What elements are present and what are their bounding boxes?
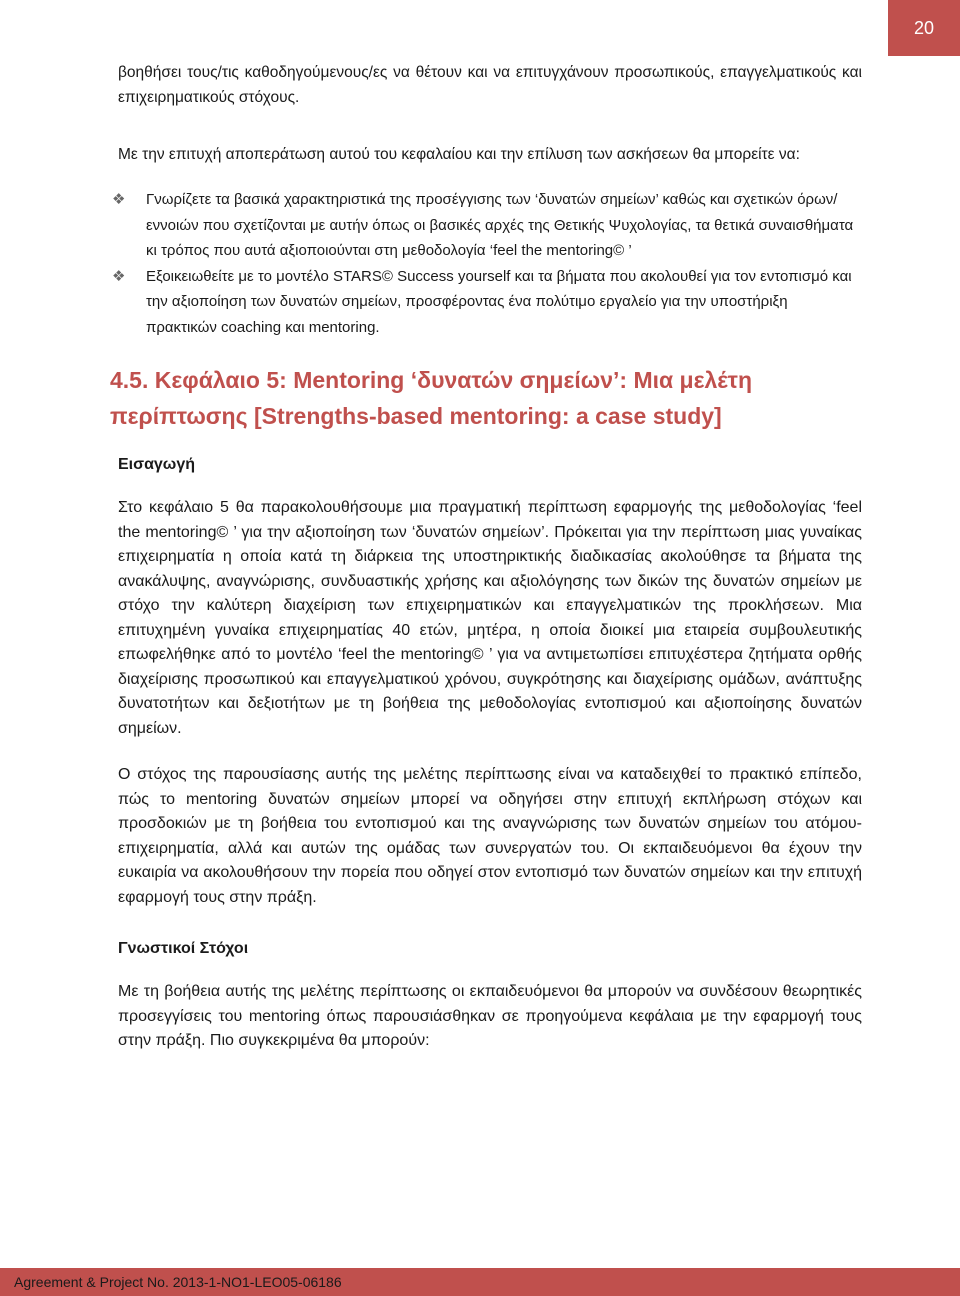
outcomes-list (112, 187, 862, 340)
outcomes-intro: Με την επιτυχή αποπεράτωση αυτού του κεφαλαίου και την επίλυση των ασκήσεων θα μπορείτε να: (118, 146, 800, 163)
page-number-badge (888, 0, 960, 56)
page-number: 20 (913, 18, 935, 38)
goals-heading: Γνωστικοί Στόχοι (118, 940, 249, 957)
outcome-text: Εξοικειωθείτε με το μοντέλο STARS© Success yourself και τα βήματα που ακολουθεί για τον εντοπισμό και την αξιοποίηση των δυνατών σημείων, προσφέροντας ένα πολύτιμο εργαλείο για την υποστήριξη πρακτικών coaching και mentoring. (146, 267, 852, 336)
list-item (112, 264, 862, 341)
intro-body-paragraph: Στο κεφάλαιο 5 θα παρακολουθήσουμε μια πραγματική περίπτωση εφαρμογής της μεθοδολογίας ‘feel the mentoring© ’ για την αξιοποίηση των ‘δυνατών σημείων’. Πρόκειται για την περίπτωση μιας γυναίκας επιχειρηματία η οποία κατά τη διάρκεια της υποστηρικτικής διαδικασίας ακολούθησε τα βήματα της ανακάλυψης, αναγνώρισης, συνδυαστικής χρήσης και αξιολόγησης των δικών της δυνατών σημείων με στόχο την καλύτερη διαχείριση των επιχειρηματικών και επαγγελματικών της προκλήσεων. Μια επιτυχημένη γυναίκα επιχειρηματίας 40 ετών, μητέρα, η οποία διοικεί μια εταιρεία συμβουλευτικής επωφελήθηκε από το μοντέλο ‘feel the mentoring© ’ για να αντιμετωπίσει επιτυχέστερα ζητήματα ορθής διαχείρισης προσωπικού και επαγγελματικού χρόνου, συγκρότησης και διαχείρισης ομάδων, ανάπτυξης δυνατοτήτων και δεξιοτήτων με τη βοήθεια της μεθοδολογίας εντοπισμού και αξιοποίησης δυνατών σημείων. (118, 499, 862, 737)
intro-heading: Εισαγωγή (118, 456, 195, 473)
outcome-text: Γνωρίζετε τα βασικά χαρακτηριστικά της προσέγγισης των ‘δυνατών σημείων’ καθώς και σχετικών όρων/εννοιών που σχετίζονται με αυτήν όπως οι βασικές αρχές της Θετικής Ψυχολογίας, τα θετικά συναισθήματα κι τρόπος που αυτά αξιοποιούνται στη μεθοδολογία ‘feel the mentoring© ’ (146, 191, 854, 259)
diamond-star-bullet-icon: ❖ (112, 267, 126, 285)
section-heading: 4.5. Κεφάλαιο 5: Mentoring ‘δυνατών σημείων’: Μια μελέτη περίπτωσης [Strengths-based mentoring: a case study] (110, 367, 752, 429)
intro-body-paragraph: Ο στόχος της παρουσίασης αυτής της μελέτης περίπτωσης είναι να καταδειχθεί το πρακτικό επίπεδο, πώς το mentoring δυνατών σημείων μπορεί να οδηγήσει στην επιτυχή εκπλήρωση στόχων και προσδοκιών με τη βοήθεια του εντοπισμού και της αναγνώρισης των δυνατών σημείων του ατόμου-επιχειρηματία, αλλά και αυτών της ομάδας των συνεργατών του. Οι εκπαιδευόμενοι θα έχουν την ευκαιρία να ακολουθήσουν την πορεία που οδηγεί στον εντοπισμό των δυνατών σημείων και την επιτυχή εφαρμογή τους στην πράξη. (118, 766, 862, 906)
page-footer (0, 1268, 960, 1296)
intro-paragraph: βοηθήσει τους/τις καθοδηγούμενους/ες να θέτουν και να επιτυγχάνουν προσωπικούς, επαγγελματικούς και επιχειρηματικούς στόχους. (118, 64, 862, 106)
footer-text: Agreement & Project No. 2013-1-NO1-LEO05-06186 (14, 1274, 342, 1290)
goals-body: Με τη βοήθεια αυτής της μελέτης περίπτωσης οι εκπαιδευόμενοι θα μπορούν να συνδέσουν θεωρητικές προσεγγίσεις του mentoring όπως παρουσιάσθηκαν σε προηγούμενα κεφάλαια με την εφαρμογή τους στην πράξη. Πιο συγκεκριμένα θα μπορούν: (118, 983, 862, 1049)
page-content (110, 60, 862, 1054)
diamond-star-bullet-icon: ❖ (112, 191, 126, 208)
list-item (112, 187, 862, 264)
